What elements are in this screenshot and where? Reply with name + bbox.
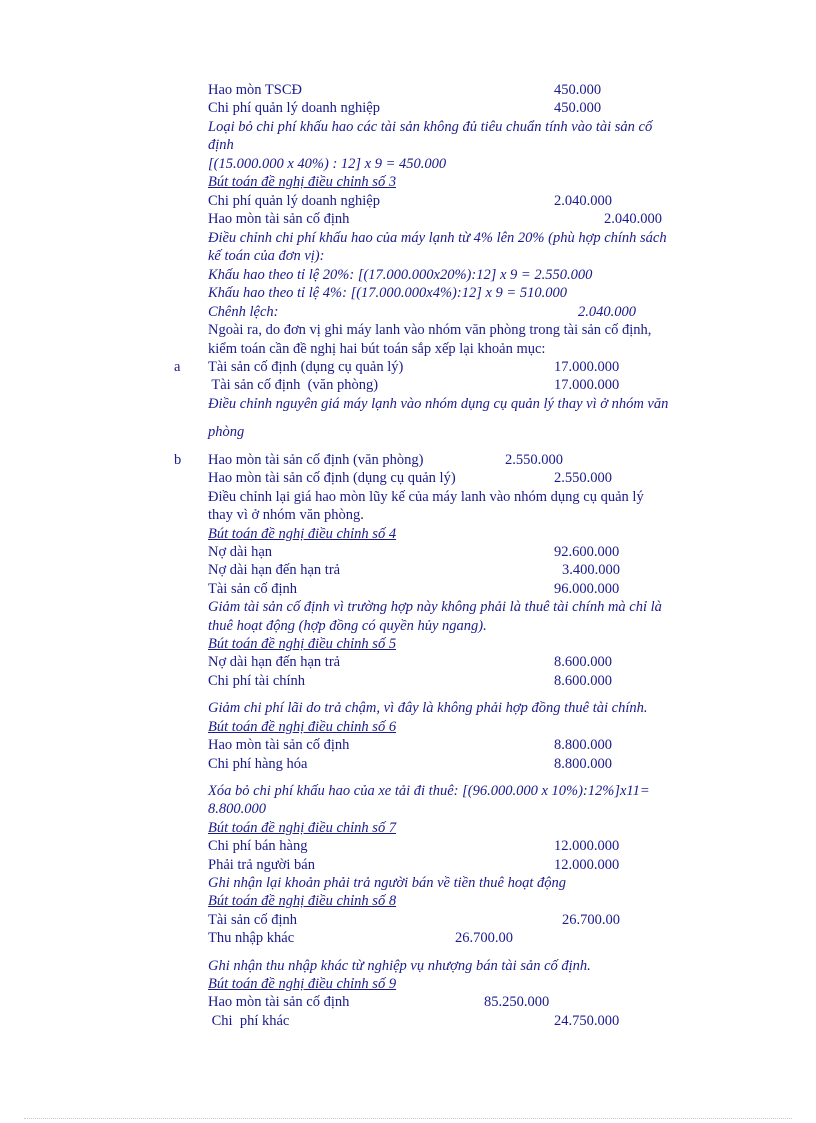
entry-amount: 2.040.000 (604, 211, 662, 227)
entry-label: Hao mòn tài sản cố định (208, 737, 350, 753)
explanation-text: thuê hoạt động (hợp đồng có quyền hủy ngang). (208, 618, 487, 634)
explanation-text: kế toán của đơn vị): (208, 248, 325, 264)
body-text: thay vì ở nhóm văn phòng. (208, 507, 364, 523)
explanation-text: Giảm chi phí lãi do trả chậm, vì đây là không phải hợp đồng thuê tài chính. (208, 700, 648, 716)
entry-amount: 17.000.000 (554, 359, 620, 375)
explanation-text: Giảm tài sản cố định vì trường hợp này không phải là thuê tài chính mà chỉ là (208, 599, 662, 615)
entry-heading: Bút toán đề nghị điều chỉnh số 9 (208, 976, 397, 992)
entry-amount: 17.000.000 (554, 377, 620, 393)
entry-label: Thu nhập khác (208, 930, 295, 946)
entry-label: Chi phí hàng hóa (208, 756, 308, 772)
list-marker: a (174, 359, 181, 375)
explanation-text: Ghi nhận lại khoản phải trả người bán về tiền thuê hoạt động (208, 875, 566, 891)
entry-label: Tài sản cố định (208, 581, 297, 597)
body-text: kiểm toán cần đề nghị hai bút toán sắp xếp lại khoản mục: (208, 341, 546, 357)
entry-label: Tài sản cố định (dụng cụ quản lý) (208, 359, 404, 375)
entry-heading: Bút toán đề nghị điều chỉnh số 3 (208, 174, 397, 190)
entry-amount: 92.600.000 (554, 544, 620, 560)
entry-label: Chênh lệch: (208, 304, 279, 320)
entry-amount: 12.000.000 (554, 838, 620, 854)
entry-amount: 450.000 (554, 100, 602, 116)
entry-amount: 8.600.000 (554, 673, 612, 689)
entry-amount: 26.700.00 (562, 912, 620, 928)
entry-amount: 2.550.000 (505, 452, 563, 468)
entry-heading: Bút toán đề nghị điều chỉnh số 7 (208, 820, 397, 836)
entry-heading: Bút toán đề nghị điều chỉnh số 4 (208, 526, 397, 542)
explanation-text: Điều chỉnh nguyên giá máy lạnh vào nhóm dụng cụ quản lý thay vì ở nhóm văn (208, 396, 669, 412)
entry-label: Chi phí quản lý doanh nghiệp (208, 193, 380, 209)
entry-label: Chi phí quản lý doanh nghiệp (208, 100, 380, 116)
entry-label: Phải trả người bán (208, 857, 315, 873)
entry-amount: 85.250.000 (484, 994, 550, 1010)
entry-label: Hao mòn tài sản cố định (văn phòng) (208, 452, 424, 468)
formula-text: [(15.000.000 x 40%) : 12] x 9 = 450.000 (208, 156, 447, 172)
entry-amount: 3.400.000 (562, 562, 620, 578)
entry-label: Chi phí tài chính (208, 673, 306, 689)
entry-label: Hao mòn tài sản cố định (dụng cụ quản lý) (208, 470, 456, 486)
explanation-text: Loại bỏ chi phí khấu hao các tài sản không đủ tiêu chuẩn tính vào tài sản cố (208, 119, 653, 135)
entry-amount: 96.000.000 (554, 581, 620, 597)
entry-label: Tài sản cố định (208, 912, 297, 928)
entry-label: Hao mòn TSCĐ (208, 82, 302, 98)
page-bottom-divider (24, 1118, 792, 1119)
entry-heading: Bút toán đề nghị điều chỉnh số 6 (208, 719, 397, 735)
entry-amount: 12.000.000 (554, 857, 620, 873)
entry-heading: Bút toán đề nghị điều chỉnh số 5 (208, 636, 397, 652)
entry-label: Nợ dài hạn đến hạn trả (208, 654, 341, 670)
entry-amount: 8.600.000 (554, 654, 612, 670)
entry-heading: Bút toán đề nghị điều chỉnh số 8 (208, 893, 397, 909)
entry-label: Hao mòn tài sản cố định (208, 994, 350, 1010)
entry-label: Nợ dài hạn đến hạn trả (208, 562, 341, 578)
formula-text: Khấu hao theo tỉ lệ 20%: [(17.000.000x20%):12] x 9 = 2.550.000 (208, 267, 593, 283)
entry-amount: 2.040.000 (554, 193, 612, 209)
explanation-text: phòng (208, 424, 245, 440)
explanation-text: Ghi nhận thu nhập khác từ nghiệp vụ nhượng bán tài sản cố định. (208, 958, 591, 974)
body-text: Ngoài ra, do đơn vị ghi máy lanh vào nhóm văn phòng trong tài sản cố định, (208, 322, 652, 338)
list-marker: b (174, 452, 182, 468)
entry-label: Chi phí khác (208, 1013, 290, 1029)
entry-amount: 8.800.000 (554, 737, 612, 753)
explanation-text: định (208, 137, 234, 153)
entry-amount: 450.000 (554, 82, 602, 98)
formula-text: Khấu hao theo tỉ lệ 4%: [(17.000.000x4%):12] x 9 = 510.000 (208, 285, 567, 301)
entry-label: Tài sản cố định (văn phòng) (208, 377, 379, 393)
entry-amount: 2.550.000 (554, 470, 612, 486)
entry-amount: 2.040.000 (578, 304, 636, 320)
entry-amount: 26.700.00 (455, 930, 513, 946)
entry-label: Hao mòn tài sản cố định (208, 211, 350, 227)
entry-amount: 8.800.000 (554, 756, 612, 772)
entry-amount: 24.750.000 (554, 1013, 620, 1029)
entry-label: Nợ dài hạn (208, 544, 273, 560)
body-text: Điều chỉnh lại giá hao mòn lũy kế của máy lanh vào nhóm dụng cụ quản lý (208, 489, 644, 505)
entry-label: Chi phí bán hàng (208, 838, 308, 854)
explanation-text: Điều chỉnh chi phí khấu hao của máy lạnh từ 4% lên 20% (phù hợp chính sách (208, 230, 667, 246)
explanation-text: Xóa bỏ chi phí khấu hao của xe tải đi thuê: [(96.000.000 x 10%):12%]x11= (208, 783, 650, 799)
explanation-text: 8.800.000 (208, 801, 266, 817)
